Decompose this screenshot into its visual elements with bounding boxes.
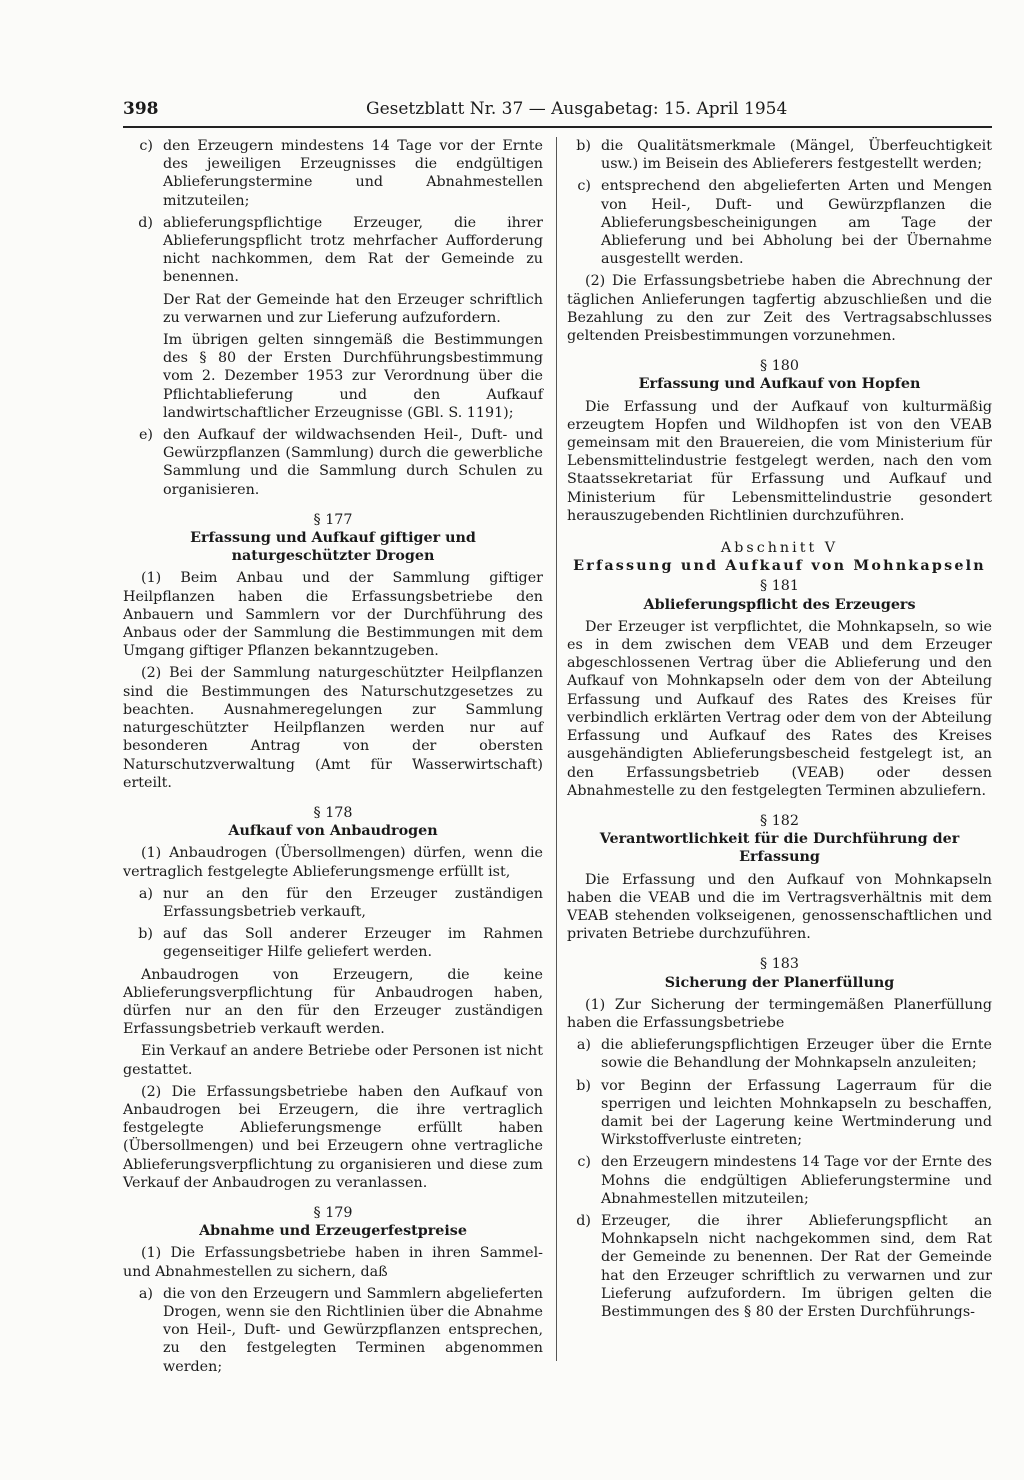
header-rule <box>123 126 992 128</box>
section-number: § 177 <box>313 511 353 528</box>
list-item: a) nur an den für den Erzeuger zuständigen Erfassungsbetrieb verkauft, <box>138 885 543 920</box>
section-title: Erfassung und Aufkauf giftiger und naturgeschützter Drogen <box>190 530 476 565</box>
list-item: e) den Aufkauf der wildwachsenden Heil-, Duft- und Gewürzpflanzen (Sammlung) durch die gewerbliche Sammlung und die Sammlung durch Schulen zu organisieren. <box>138 427 543 498</box>
paragraph: (1) Anbaudrogen (Übersollmengen) dürfen, wenn die vertraglich festgelegte Ablieferungsmenge erfüllt ist, <box>123 845 543 880</box>
paragraph: Der Erzeuger ist verpflichtet, die Mohnkapseln, so wie es in dem zwischen dem VEAB und dem Erzeuger abgeschlossenen Vertrag über die Ablieferung und den Aufkauf von Mohnkapseln oder dem von der Abteilung Erfassung und Aufkauf des Rates des Kreises für verbindlich erklärten Vertrag oder dem von der Abteilung Erfassung und Aufkauf des Rates des Kreises ausgehändigten Ablieferungsbescheid festgelegt ist, an den Erfassungsbetrieb (VEAB) oder dessen Abnahmestelle zu den festgelegten Terminen abzuliefern. <box>567 618 992 799</box>
section-title: Ablieferungspflicht des Erzeugers <box>643 596 916 613</box>
chapter-label: Abschnitt V <box>720 540 839 557</box>
paragraph: (1) Die Erfassungsbetriebe haben in ihren Sammel- und Abnahmestellen zu sichern, daß <box>123 1245 543 1280</box>
section-title: Erfassung und Aufkauf von Hopfen <box>638 376 921 393</box>
paragraph: Die Erfassung und der Aufkauf von kulturmäßig erzeugtem Hopfen und Wildhopfen ist von den VEAB gemeinsam mit den Brauereien, die vom Ministerium für Lebensmittelindustrie festgelegt werden, nach den vom Staatssekretariat für Erfassung und Aufkauf und Ministerium für Lebensmittelindustrie gesondert herauszugebenden Richtlinien durchzuführen. <box>567 398 992 524</box>
section-number: § 182 <box>760 812 799 829</box>
list-item: b) vor Beginn der Erfassung Lagerraum für die sperrigen und leichten Mohnkapseln zu beschaffen, damit bei der Lagerung keine Wertminderung und Wirkstoffverluste eintreten; <box>576 1077 992 1149</box>
paragraph: (1) Beim Anbau und der Sammlung giftiger Heilpflanzen haben die Erfassungsbetriebe den Anbauern und Sammlern vor der Durchführung des Anbaus oder der Sammlung die Bestimmungen mit dem Umgang giftiger Pflanzen bekanntzugeben. <box>123 570 543 660</box>
section-title: Sicherung der Planerfüllung <box>664 974 895 991</box>
section-number: § 179 <box>313 1204 353 1221</box>
chapter-title: Erfassung und Aufkauf von Mohnkapseln <box>573 558 986 575</box>
page-number: 398 <box>123 99 159 119</box>
gazette-title: Gesetzblatt Nr. 37 — Ausgabetag: 15. April 1954 <box>366 99 788 119</box>
section-title: Verantwortlichkeit für die Durchführung der Erfassung <box>599 831 960 866</box>
list-item: d) ablieferungspflichtige Erzeuger, die ihrer Ablieferungspflicht trotz mehrfacher Aufforderung nicht nachkommen, dem Rat der Gemeinde zu benennen. <box>138 214 543 286</box>
paragraph: (2) Die Erfassungsbetriebe haben die Abrechnung der täglichen Anlieferungen tagfertig abzuschließen und die Bezahlung zu den zur Zeit des Vertragsabschlusses geltenden Preisbestimmungen vorzunehmen. <box>567 273 992 345</box>
list-item: c) entsprechend den abgelieferten Arten und Mengen von Heil-, Duft- und Gewürzpflanzen die Ablieferungsbescheinigungen am Tage der Ablieferung und bei Abholung bei der Übernahme ausgestellt werden. <box>577 178 992 268</box>
paragraph: (2) Bei der Sammlung naturgeschützter Heilpflanzen sind die Bestimmungen des Naturschutzgesetzes zu beachten. Ausnahmeregelungen zur Sammlung naturgeschützter Heilpflanzen werden nur auf besonderen Antrag von der obersten Naturschutzverwaltung (Amt für Wasserwirtschaft) erteilt. <box>123 665 543 791</box>
right-column <box>567 137 992 1325</box>
list-item: a) die ablieferungspflichtigen Erzeuger über die Ernte sowie die Behandlung der Mohnkapseln anzuleiten; <box>576 1037 992 1072</box>
list-item: b) die Qualitätsmerkmale (Mängel, Überfeuchtigkeit usw.) im Beisein des Ablieferers festgestellt werden; <box>576 138 992 173</box>
list-item: b) auf das Soll anderer Erzeuger im Rahmen gegenseitiger Hilfe geliefert werden. <box>138 926 543 961</box>
section-number: § 181 <box>760 578 799 595</box>
list-item: a) die von den Erzeugern und Sammlern abgelieferten Drogen, wenn sie den Richtlinien über die Abnahme von Heil-, Duft- und Gewürzpflanzen entsprechen, zu den festgelegten Terminen abgenommen werden; <box>138 1285 543 1375</box>
column-divider <box>556 137 557 1361</box>
section-number: § 180 <box>760 358 799 375</box>
section-number: § 178 <box>313 804 353 821</box>
paragraph: Die Erfassung und den Aufkauf von Mohnkapseln haben die VEAB und die im Vertragsverhältnis mit dem VEAB stehenden volkseigenen, genossenschaftlichen und privaten Betriebe durchzuführen. <box>567 871 992 943</box>
list-item: c) den Erzeugern mindestens 14 Tage vor der Ernte des jeweiligen Erzeugnisses die endgültigen Ablieferungstermine und Abnahmestellen mitzuteilen; <box>139 138 543 209</box>
section-title: Abnahme und Erzeugerfestpreise <box>199 1223 467 1240</box>
paragraph: Der Rat der Gemeinde hat den Erzeuger schriftlich zu verwarnen und zur Lieferung aufzufordern. <box>163 291 543 326</box>
paragraph: (2) Die Erfassungsbetriebe haben den Aufkauf von Anbaudrogen bei Erzeugern, die ihre vertraglich festgelegte Ablieferungsmenge erfüllt haben (Übersollmengen) und bei Erzeugern ohne vertragliche Ablieferungsverpflichtung zu organisieren und diese zum Verkauf der Anbaudrogen zu veranlassen. <box>123 1083 543 1191</box>
paragraph: Im übrigen gelten sinngemäß die Bestimmungen des § 80 der Ersten Durchführungsbestimmung vom 2. Dezember 1953 zur Verordnung über die Pflichtablieferung und den Aufkauf landwirtschaftlicher Erzeugnisse (GBl. S. 1191); <box>163 332 543 421</box>
paragraph: Ein Verkauf an andere Betriebe oder Personen ist nicht gestattet. <box>123 1043 543 1078</box>
section-title: Aufkauf von Anbaudrogen <box>228 823 438 840</box>
paragraph: Anbaudrogen von Erzeugern, die keine Ablieferungsverpflichtung für Anbaudrogen haben, dürfen nur an den für den Erzeuger zuständigen Erfassungsbetrieb verkauft werden. <box>123 966 543 1038</box>
paragraph: (1) Zur Sicherung der termingemäßen Planerfüllung haben die Erfassungsbetriebe <box>567 996 992 1031</box>
section-number: § 183 <box>760 956 799 973</box>
left-column <box>123 137 543 1380</box>
list-item: c) den Erzeugern mindestens 14 Tage vor der Ernte des Mohns die endgültigen Ablieferungstermine und Abnahmestellen mitzuteilen; <box>577 1154 992 1207</box>
page-header <box>123 99 992 123</box>
list-item: d) Erzeuger, die ihrer Ablieferungspflicht an Mohnkapseln nicht nachgekommen sind, dem Rat der Gemeinde zu benennen. Der Rat der Gemeinde hat den Erzeuger schriftlich zu verwarnen und zur Lieferung aufzufordern. Im übrigen gelten die Bestimmungen des § 80 der Ersten Durchführungs- <box>576 1212 992 1320</box>
